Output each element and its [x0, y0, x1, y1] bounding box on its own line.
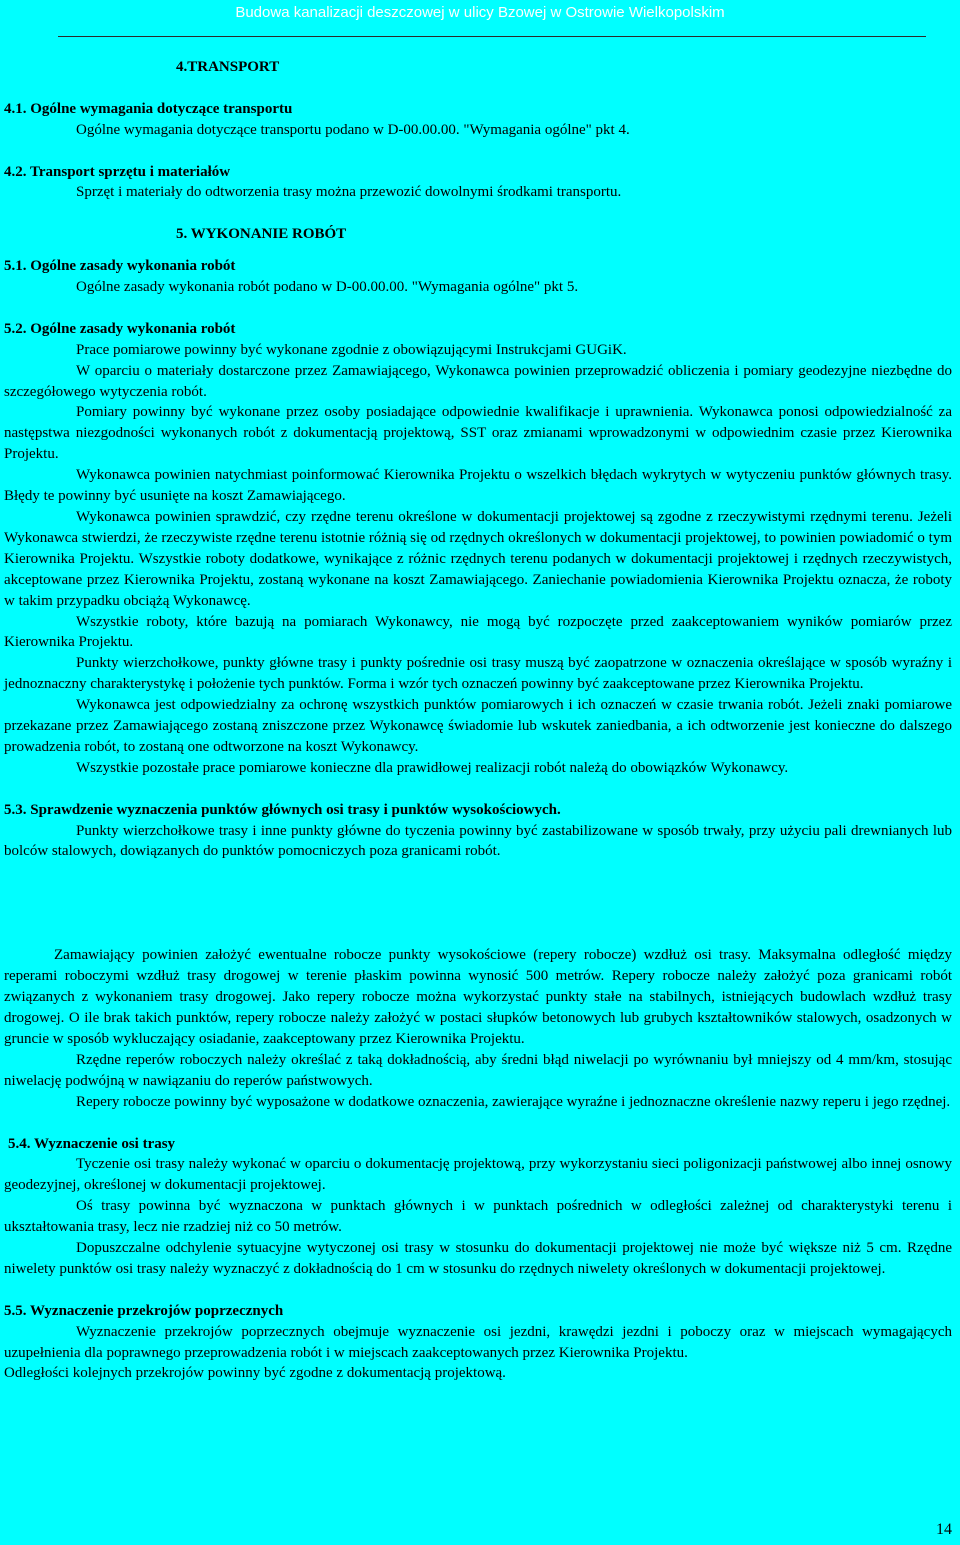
section-5-5-paragraph: Wyznaczenie przekrojów poprzecznych obejmuje wyznaczenie osi jezdni, krawędzi jezdni i poboczy oraz w miejscach wymagających uzupełnienia dla poprawnego przeprowadzenia robót i w miejscach zaakceptowanych przez Kierownika Projektu.	[4, 1323, 952, 1361]
section-5-2-paragraph: Wykonawca jest odpowiedzialny za ochronę wszystkich punktów pomiarowych i ich oznaczeń w czasie trwania robót. Jeżeli znaki pomiarowe przekazane przez Zamawiającego zostaną zniszczone przez Wykonawcę świadomie lub wskutek zaniedbania, a ich odtworzenie jest konieczne do dalszego prowadzenia robót, to zostaną one odtworzone na koszt Wykonawcy.	[4, 697, 952, 755]
section-5-heading: 5. WYKONANIE ROBÓT	[176, 226, 347, 243]
section-4-1-body: Ogólne wymagania dotyczące transportu podano w D-00.00.00. "Wymagania ogólne" pkt 4.	[76, 121, 630, 138]
page-number: 14	[936, 1521, 952, 1538]
section-4-2-title: 4.2. Transport sprzętu i materiałów	[4, 163, 231, 180]
header-rule	[58, 36, 926, 37]
section-5-3-paragraph: Zamawiający powinien założyć ewentualne robocze punkty wysokościowe (repery robocze) wzdłuż osi trasy. Maksymalna odległość między reperami roboczymi wzdłuż trasy drogowej w terenie płaskim powinna wynosić 500 metrów. Repery robocze należy założyć poza granicami robót związanych z wykonaniem trasy drogowej. Jako repery robocze można wykorzystać punkty stałe na stabilnych, istniejących budowlach wzdłuż trasy drogowej. O ile brak takich punktów, repery robocze należy założyć w postaci słupków betonowych lub grubych kształtowników stalowych, osadzonych w gruncie w sposób wykluczający osiadanie, zaakceptowany przez Kierownika Projektu.	[4, 947, 952, 1047]
section-5-2-paragraph: Prace pomiarowe powinny być wykonane zgodnie z obowiązującymi Instrukcjami GUGiK.	[76, 341, 627, 358]
section-5-4-title: 5.4. Wyznaczenie osi trasy	[8, 1135, 176, 1152]
section-4-1-title: 4.1. Ogólne wymagania dotyczące transportu	[4, 100, 293, 117]
section-5-2-paragraph: Pomiary powinny być wykonane przez osoby posiadające odpowiednie kwalifikacje i uprawnienia. Wykonawca ponosi odpowiedzialność za następstwa niezgodności wykonanych robót z dokumentacją projektową, SST oraz zmianami wprowadzonymi w odpowiednim czasie przez Kierownika Projektu.	[4, 404, 952, 463]
section-5-2-paragraph: Wszystkie roboty, które bazują na pomiarach Wykonawcy, nie mogą być rozpoczęte przed zaakceptowaniem wyników pomiarów przez Kierownika Projektu.	[4, 613, 952, 651]
section-4-heading: 4.TRANSPORT	[176, 59, 280, 75]
section-5-5-title: 5.5. Wyznaczenie przekrojów poprzecznych	[4, 1302, 284, 1319]
section-5-3-paragraph: Rzędne reperów roboczych należy określać z taką dokładnością, aby średni błąd niwelacji po wyrównaniu był mniejszy od 4 mm/km, stosując niwelację podwójną w nawiązaniu do reperów państwowych.	[4, 1051, 952, 1089]
section-5-2-paragraph: W oparciu o materiały dostarczone przez Zamawiającego, Wykonawca powinien przeprowadzić obliczenia i pomiary geodezyjne niezbędne do szczegółowego wytyczenia robót.	[4, 362, 952, 400]
section-5-2-paragraph: Wykonawca powinien sprawdzić, czy rzędne terenu określone w dokumentacji projektowej są zgodne z rzeczywistymi rzędnymi terenu. Jeżeli Wykonawca stwierdzi, że rzeczywiste rzędne terenu istotnie różnią się od rzędnych określonych w dokumentacji projektowej, to powinien powiadomić o tym Kierownika Projektu. Wszystkie roboty dodatkowe, wynikające z różnic rzędnych terenu podanych w dokumentacji projektowej i rzędnych rzeczywistych, akceptowane przez Kierownika Projektu, zostaną wykonane na koszt Zamawiającego. Zaniechanie powiadomienia Kierownika Projektu oznacza, że roboty w takim przypadku obciążą Wykonawcę.	[4, 508, 952, 609]
section-5-5-paragraph: Odległości kolejnych przekrojów powinny być zgodne z dokumentacją projektową.	[4, 1365, 506, 1382]
section-5-2-paragraph: Wszystkie pozostałe prace pomiarowe konieczne dla prawidłowej realizacji robót należą do obowiązków Wykonawcy.	[76, 759, 789, 776]
section-5-4-paragraph: Tyczenie osi trasy należy wykonać w oparciu o dokumentację projektową, przy wykorzystaniu sieci poligonizacji państwowej albo innej osnowy geodezyjnej, określonej w dokumentacji projektowej.	[4, 1156, 952, 1194]
section-5-4-paragraph: Oś trasy powinna być wyznaczona w punktach głównych i w punktach pośrednich w odległości zależnej od charakterystyki terenu i ukształtowania trasy, lecz nie rzadziej niż co 50 metrów.	[4, 1198, 952, 1236]
section-4-2-body: Sprzęt i materiały do odtworzenia trasy można przewozić dowolnymi środkami transportu.	[76, 184, 622, 201]
section-5-2-paragraph: Punkty wierzchołkowe, punkty główne trasy i punkty pośrednie osi trasy muszą być zaopatrzone w oznaczenia określające w sposób wyraźny i jednoznaczny charakterystykę i położenie tych punktów. Forma i wzór tych oznaczeń powinny być zaakceptowane przez Kierownika Projektu.	[4, 655, 952, 693]
section-5-3-paragraph: Repery robocze powinny być wyposażone w dodatkowe oznaczenia, zawierające wyraźne i jednoznaczne określenie nazwy reperu i jego rzędnej.	[76, 1093, 951, 1110]
section-5-2-title: 5.2. Ogólne zasady wykonania robót	[4, 320, 236, 337]
section-5-3-title: 5.3. Sprawdzenie wyznaczenia punktów głównych osi trasy i punktów wysokościowych.	[4, 801, 561, 818]
section-5-1-title: 5.1. Ogólne zasady wykonania robót	[4, 258, 236, 275]
section-5-4-paragraph: Dopuszczalne odchylenie sytuacyjne wytyczonej osi trasy w stosunku do dokumentacji projektowej nie może być większe niż 5 cm. Rzędne niwelety punktów osi trasy należy wyznaczyć z dokładnością do 1 cm w stosunku do rzędnych niwelety określonych w dokumentacji projektowej.	[4, 1240, 952, 1277]
document-body	[4, 57, 952, 1384]
running-header: Budowa kanalizacji deszczowej w ulicy Bzowej w Ostrowie Wielkopolskim	[235, 4, 725, 21]
section-5-3-paragraph: Punkty wierzchołkowe trasy i inne punkty główne do tyczenia powinny być zastabilizowane w sposób trwały, przy użyciu pali drewnianych lub bolców stalowych, dowiązanych do punktów pomocniczych poza granicami robót.	[4, 822, 952, 860]
section-5-1-body: Ogólne zasady wykonania robót podano w D-00.00.00. "Wymagania ogólne" pkt 5.	[76, 279, 579, 296]
section-5-2-paragraph: Wykonawca powinien natychmiast poinformować Kierownika Projektu o wszelkich błędach wykrytych w wytyczeniu punktów głównych trasy. Błędy te powinny być usunięte na koszt Zamawiającego.	[4, 467, 952, 505]
